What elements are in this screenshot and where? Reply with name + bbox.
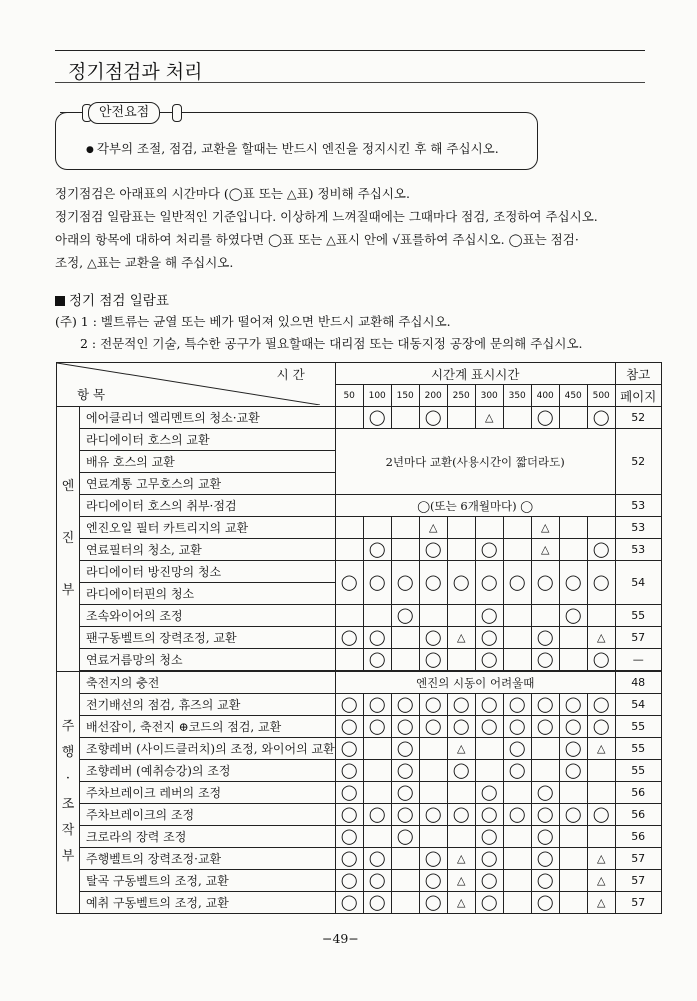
schedule-cell: △ bbox=[447, 892, 475, 914]
schedule-cell: ◯ bbox=[419, 539, 447, 561]
item-label: 연료필터의 청소, 교환 bbox=[80, 539, 336, 561]
schedule-cell bbox=[419, 760, 447, 782]
section-title bbox=[55, 289, 169, 309]
hour-header-cell: 300 bbox=[475, 385, 503, 407]
schedule-cell bbox=[503, 649, 531, 672]
schedule-cell: ◯ bbox=[475, 892, 503, 914]
ref-page-cell: 56 bbox=[615, 826, 661, 848]
header-item-label: 항 목 bbox=[77, 387, 106, 402]
schedule-cell: ◯ bbox=[419, 870, 447, 892]
span-note: 엔진의 시동이 어려울때 bbox=[335, 671, 615, 694]
schedule-cell: ◯ bbox=[559, 694, 587, 716]
ref-page-cell: 55 bbox=[615, 738, 661, 760]
schedule-cell: ◯ bbox=[363, 649, 391, 672]
item-label: 탈곡 구동벨트의 조정, 교환 bbox=[80, 870, 336, 892]
item-label: 예취 구동벨트의 조정, 교환 bbox=[80, 892, 336, 914]
table-row bbox=[57, 804, 662, 826]
table-row bbox=[57, 760, 662, 782]
page-title: 정기점검과 처리 bbox=[68, 61, 203, 83]
schedule-cell: ◯ bbox=[531, 627, 559, 649]
schedule-cell: ◯ bbox=[587, 561, 615, 605]
schedule-cell bbox=[503, 605, 531, 627]
schedule-cell: ◯ bbox=[391, 738, 419, 760]
bullet-icon: ● bbox=[86, 145, 94, 155]
schedule-cell: ◯ bbox=[335, 782, 363, 804]
schedule-cell bbox=[391, 627, 419, 649]
ref-page-cell: 52 bbox=[615, 407, 661, 429]
ref-page-cell: 55 bbox=[615, 760, 661, 782]
schedule-cell bbox=[587, 826, 615, 848]
schedule-cell bbox=[559, 627, 587, 649]
intro-line-4: 조정, △표는 교환을 해 주십시오. bbox=[55, 255, 234, 270]
schedule-cell: ◯ bbox=[559, 760, 587, 782]
hour-header-cell: 350 bbox=[503, 385, 531, 407]
schedule-cell bbox=[363, 738, 391, 760]
schedule-cell: △ bbox=[531, 517, 559, 539]
note-2: 2 : 전문적인 기술, 특수한 공구가 필요할때는 대리점 또는 대동지정 공장에 문의해 주십시오. bbox=[80, 336, 583, 351]
schedule-cell bbox=[391, 848, 419, 870]
schedule-cell bbox=[503, 539, 531, 561]
schedule-cell: ◯ bbox=[531, 782, 559, 804]
schedule-cell: ◯ bbox=[447, 716, 475, 738]
schedule-cell: ◯ bbox=[419, 892, 447, 914]
schedule-cell bbox=[531, 605, 559, 627]
schedule-cell: ◯ bbox=[503, 804, 531, 826]
item-label: 라디에이터 호스의 교환 bbox=[80, 429, 336, 451]
schedule-cell: ◯ bbox=[447, 694, 475, 716]
schedule-cell: ◯ bbox=[531, 561, 559, 605]
schedule-cell: ◯ bbox=[531, 848, 559, 870]
schedule-cell: ◯ bbox=[335, 716, 363, 738]
schedule-cell bbox=[587, 517, 615, 539]
schedule-cell: ◯ bbox=[391, 782, 419, 804]
item-label: 팬구동벨트의 장력조정, 교환 bbox=[80, 627, 336, 649]
schedule-cell: ◯ bbox=[335, 760, 363, 782]
item-label: 크로라의 장력 조정 bbox=[80, 826, 336, 848]
schedule-cell bbox=[391, 870, 419, 892]
section-title-text: 정기 점검 일람표 bbox=[69, 293, 169, 309]
item-label: 라디에이터 호스의 취부·점검 bbox=[80, 495, 336, 517]
schedule-cell: ◯ bbox=[475, 539, 503, 561]
schedule-cell: ◯ bbox=[419, 649, 447, 672]
square-bullet-icon bbox=[55, 296, 65, 306]
schedule-cell: ◯ bbox=[503, 561, 531, 605]
schedule-cell: △ bbox=[587, 738, 615, 760]
intro-line-2: 정기점검 일람표는 일반적인 기준입니다. 이상하게 느껴질때에는 그때마다 점검, 조정하여 주십시오. bbox=[55, 209, 598, 224]
schedule-cell: ◯ bbox=[475, 826, 503, 848]
schedule-cell bbox=[335, 517, 363, 539]
schedule-cell: ◯ bbox=[391, 605, 419, 627]
ref-page-cell: 55 bbox=[615, 716, 661, 738]
schedule-cell bbox=[503, 627, 531, 649]
schedule-cell bbox=[531, 738, 559, 760]
schedule-cell bbox=[391, 517, 419, 539]
table-row bbox=[57, 627, 662, 649]
schedule-cell bbox=[475, 517, 503, 539]
item-label: 라디에이터 방진망의 청소 bbox=[80, 561, 336, 583]
item-label: 조속와이어의 조정 bbox=[80, 605, 336, 627]
schedule-cell bbox=[475, 738, 503, 760]
schedule-cell: ◯ bbox=[475, 605, 503, 627]
span-note: 2년마다 교환(사용시간이 짧더라도) bbox=[335, 429, 615, 495]
page-number: −49− bbox=[322, 931, 359, 946]
schedule-cell bbox=[559, 517, 587, 539]
schedule-cell: ◯ bbox=[531, 892, 559, 914]
schedule-cell: △ bbox=[531, 539, 559, 561]
schedule-cell bbox=[363, 782, 391, 804]
ref-page-cell: 53 bbox=[615, 517, 661, 539]
table-row bbox=[57, 517, 662, 539]
ref-page-cell: 48 bbox=[615, 671, 661, 694]
item-label: 전기배선의 점검, 휴즈의 교환 bbox=[80, 694, 336, 716]
schedule-cell: ◯ bbox=[363, 627, 391, 649]
ref-page-cell: 57 bbox=[615, 848, 661, 870]
safety-tag-line bbox=[60, 112, 80, 113]
item-label: 축전지의 충전 bbox=[80, 671, 336, 694]
schedule-cell: ◯ bbox=[419, 627, 447, 649]
intro-line-1: 정기점검은 아래표의 시간마다 (◯표 또는 △표) 정비해 주십시오. bbox=[55, 186, 410, 201]
schedule-cell bbox=[559, 848, 587, 870]
table-row bbox=[57, 848, 662, 870]
item-label: 에어클리너 엘리멘트의 청소·교환 bbox=[80, 407, 336, 429]
ref-page-cell: 53 bbox=[615, 539, 661, 561]
item-label: 엔진오일 필터 카트리지의 교환 bbox=[80, 517, 336, 539]
table-row bbox=[57, 826, 662, 848]
schedule-cell: ◯ bbox=[559, 738, 587, 760]
schedule-cell: ◯ bbox=[559, 561, 587, 605]
table-row bbox=[57, 495, 662, 517]
schedule-cell: ◯ bbox=[447, 561, 475, 605]
hour-header-cell: 250 bbox=[447, 385, 475, 407]
schedule-cell: ◯ bbox=[531, 826, 559, 848]
ref-page-cell: — bbox=[615, 649, 661, 672]
table-row bbox=[57, 605, 662, 627]
table-row bbox=[57, 539, 662, 561]
schedule-cell bbox=[503, 826, 531, 848]
schedule-cell: ◯ bbox=[419, 804, 447, 826]
schedule-cell: △ bbox=[587, 870, 615, 892]
hour-header-cell: 150 bbox=[391, 385, 419, 407]
schedule-cell: ◯ bbox=[363, 561, 391, 605]
item-label: 라디에이터핀의 청소 bbox=[80, 583, 336, 605]
schedule-cell bbox=[419, 826, 447, 848]
item-label: 연료계통 고무호스의 교환 bbox=[80, 473, 336, 495]
schedule-cell: ◯ bbox=[363, 539, 391, 561]
schedule-cell bbox=[391, 407, 419, 429]
table-row bbox=[57, 870, 662, 892]
schedule-cell bbox=[447, 649, 475, 672]
schedule-cell bbox=[335, 605, 363, 627]
schedule-cell: ◯ bbox=[391, 826, 419, 848]
schedule-cell: △ bbox=[587, 892, 615, 914]
schedule-cell: ◯ bbox=[559, 716, 587, 738]
schedule-cell bbox=[503, 870, 531, 892]
ref-page-cell: 57 bbox=[615, 627, 661, 649]
schedule-cell: ◯ bbox=[475, 716, 503, 738]
schedule-cell bbox=[363, 517, 391, 539]
schedule-cell bbox=[587, 782, 615, 804]
schedule-cell: ◯ bbox=[363, 716, 391, 738]
schedule-cell bbox=[447, 517, 475, 539]
schedule-cell: ◯ bbox=[391, 716, 419, 738]
span-note: ◯(또는 6개월마다) ◯ bbox=[335, 495, 615, 517]
schedule-cell: ◯ bbox=[447, 760, 475, 782]
schedule-cell: ◯ bbox=[531, 407, 559, 429]
schedule-cell bbox=[447, 782, 475, 804]
schedule-cell: ◯ bbox=[419, 848, 447, 870]
schedule-cell: ◯ bbox=[475, 561, 503, 605]
schedule-cell bbox=[503, 848, 531, 870]
intro-line-3: 아래의 항목에 대하여 처리를 하였다면 ◯표 또는 △표시 안에 √표를하여 주십시오. ◯표는 점검· bbox=[55, 232, 579, 247]
group-label-engine: 엔 진 부 bbox=[57, 407, 80, 672]
schedule-cell bbox=[503, 517, 531, 539]
item-label: 조향레버 (예취승강)의 조정 bbox=[80, 760, 336, 782]
table-row bbox=[57, 694, 662, 716]
schedule-cell bbox=[419, 605, 447, 627]
hour-header-cell: 400 bbox=[531, 385, 559, 407]
header-ref-label-1: 참고 bbox=[615, 363, 661, 385]
schedule-cell: ◯ bbox=[531, 716, 559, 738]
schedule-cell bbox=[335, 539, 363, 561]
schedule-cell: ◯ bbox=[391, 561, 419, 605]
schedule-cell: ◯ bbox=[419, 694, 447, 716]
hour-header-cell: 450 bbox=[559, 385, 587, 407]
safety-tag-right-cap bbox=[172, 104, 182, 122]
ref-page-cell: 56 bbox=[615, 782, 661, 804]
safety-tag: 안전요점 bbox=[88, 102, 160, 124]
schedule-cell bbox=[363, 605, 391, 627]
schedule-cell: ◯ bbox=[391, 760, 419, 782]
schedule-cell: ◯ bbox=[335, 561, 363, 605]
hour-header-cell: 200 bbox=[419, 385, 447, 407]
schedule-cell: ◯ bbox=[503, 760, 531, 782]
schedule-cell: ◯ bbox=[363, 892, 391, 914]
table-row bbox=[57, 561, 662, 583]
schedule-cell bbox=[363, 760, 391, 782]
ref-page-cell: 57 bbox=[615, 892, 661, 914]
ref-page-cell: 54 bbox=[615, 694, 661, 716]
schedule-cell: ◯ bbox=[475, 694, 503, 716]
schedule-cell bbox=[559, 892, 587, 914]
schedule-cell bbox=[559, 826, 587, 848]
item-label: 배유 호스의 교환 bbox=[80, 451, 336, 473]
table-row bbox=[57, 429, 662, 451]
schedule-cell: ◯ bbox=[531, 694, 559, 716]
schedule-cell: ◯ bbox=[503, 694, 531, 716]
table-row bbox=[57, 649, 662, 672]
hour-header-cell: 50 bbox=[335, 385, 363, 407]
schedule-cell: ◯ bbox=[531, 870, 559, 892]
schedule-cell: △ bbox=[475, 407, 503, 429]
schedule-cell: ◯ bbox=[335, 892, 363, 914]
schedule-cell: ◯ bbox=[419, 716, 447, 738]
schedule-cell: △ bbox=[419, 517, 447, 539]
schedule-cell: ◯ bbox=[335, 870, 363, 892]
schedule-cell bbox=[419, 738, 447, 760]
schedule-cell bbox=[531, 760, 559, 782]
title-underline bbox=[55, 82, 645, 83]
header-meter-label: 시간계 표시시간 bbox=[335, 363, 615, 385]
table-row bbox=[57, 716, 662, 738]
schedule-cell: ◯ bbox=[363, 848, 391, 870]
schedule-cell bbox=[447, 407, 475, 429]
schedule-cell: ◯ bbox=[587, 407, 615, 429]
schedule-cell: ◯ bbox=[363, 407, 391, 429]
title-top-rule bbox=[55, 50, 645, 51]
schedule-cell: △ bbox=[447, 738, 475, 760]
schedule-cell: ◯ bbox=[391, 804, 419, 826]
schedule-cell bbox=[391, 539, 419, 561]
item-label: 조향레버 (사이드클러치)의 조정, 와이어의 교환 bbox=[80, 738, 336, 760]
schedule-cell bbox=[503, 782, 531, 804]
safety-text-body: 각부의 조절, 점검, 교환을 할때는 반드시 엔진을 정지시킨 후 해 주십시오. bbox=[96, 141, 499, 156]
schedule-cell bbox=[503, 892, 531, 914]
hour-header-cell: 500 bbox=[587, 385, 615, 407]
schedule-cell: ◯ bbox=[363, 694, 391, 716]
group-label-drive: 주 행 · 조 작 부 bbox=[57, 671, 80, 914]
item-label: 주차브레이크의 조정 bbox=[80, 804, 336, 826]
schedule-cell: ◯ bbox=[587, 694, 615, 716]
ref-page-cell: 56 bbox=[615, 804, 661, 826]
schedule-cell bbox=[475, 760, 503, 782]
schedule-cell: ◯ bbox=[475, 649, 503, 672]
schedule-cell: ◯ bbox=[419, 561, 447, 605]
schedule-cell: ◯ bbox=[335, 804, 363, 826]
schedule-cell bbox=[335, 649, 363, 672]
ref-page-cell: 57 bbox=[615, 870, 661, 892]
item-label: 배선잡이, 축전지 ⊕코드의 점검, 교환 bbox=[80, 716, 336, 738]
schedule-cell bbox=[447, 605, 475, 627]
schedule-cell bbox=[447, 826, 475, 848]
schedule-cell: ◯ bbox=[531, 649, 559, 672]
schedule-cell: ◯ bbox=[475, 804, 503, 826]
schedule-cell: ◯ bbox=[475, 627, 503, 649]
schedule-cell: ◯ bbox=[419, 407, 447, 429]
schedule-cell: ◯ bbox=[335, 848, 363, 870]
header-diagonal-cell bbox=[57, 363, 336, 407]
schedule-cell: ◯ bbox=[475, 870, 503, 892]
schedule-cell: ◯ bbox=[503, 738, 531, 760]
schedule-cell: ◯ bbox=[363, 804, 391, 826]
ref-page-cell: 54 bbox=[615, 561, 661, 605]
schedule-cell bbox=[391, 892, 419, 914]
schedule-cell bbox=[447, 539, 475, 561]
schedule-cell: ◯ bbox=[335, 826, 363, 848]
schedule-cell: ◯ bbox=[475, 782, 503, 804]
schedule-cell: △ bbox=[447, 627, 475, 649]
schedule-cell: △ bbox=[447, 870, 475, 892]
schedule-cell: ◯ bbox=[475, 848, 503, 870]
safety-text bbox=[86, 139, 499, 157]
schedule-cell: ◯ bbox=[587, 649, 615, 672]
table-row bbox=[57, 407, 662, 429]
schedule-cell: △ bbox=[587, 848, 615, 870]
schedule-cell: ◯ bbox=[335, 738, 363, 760]
table-row bbox=[57, 892, 662, 914]
schedule-cell bbox=[587, 760, 615, 782]
hour-header-cell: 100 bbox=[363, 385, 391, 407]
schedule-cell bbox=[559, 649, 587, 672]
schedule-cell: ◯ bbox=[587, 716, 615, 738]
schedule-cell bbox=[419, 782, 447, 804]
schedule-cell: ◯ bbox=[363, 870, 391, 892]
schedule-cell: ◯ bbox=[559, 804, 587, 826]
schedule-cell bbox=[335, 407, 363, 429]
item-label: 주행벨트의 장력조정·교환 bbox=[80, 848, 336, 870]
schedule-cell: ◯ bbox=[447, 804, 475, 826]
table-row bbox=[57, 671, 662, 694]
schedule-cell bbox=[587, 605, 615, 627]
schedule-cell bbox=[559, 870, 587, 892]
schedule-cell: ◯ bbox=[335, 694, 363, 716]
schedule-cell bbox=[503, 407, 531, 429]
schedule-cell: △ bbox=[447, 848, 475, 870]
ref-page-cell: 52 bbox=[615, 429, 661, 495]
item-label: 연료거름망의 청소 bbox=[80, 649, 336, 672]
schedule-cell bbox=[559, 407, 587, 429]
schedule-cell: △ bbox=[587, 627, 615, 649]
schedule-cell: ◯ bbox=[503, 716, 531, 738]
item-label: 주차브레이크 레버의 조정 bbox=[80, 782, 336, 804]
schedule-cell bbox=[559, 782, 587, 804]
schedule-cell: ◯ bbox=[335, 627, 363, 649]
inspection-schedule-table bbox=[56, 362, 662, 914]
schedule-cell: ◯ bbox=[391, 694, 419, 716]
schedule-cell bbox=[363, 826, 391, 848]
note-1: (주) 1 : 벨트류는 균열 또는 베가 떨어져 있으면 반드시 교환해 주십시오. bbox=[55, 314, 451, 329]
table-row bbox=[57, 782, 662, 804]
schedule-cell: ◯ bbox=[587, 539, 615, 561]
ref-page-cell: 55 bbox=[615, 605, 661, 627]
header-ref-label-2: 페이지 bbox=[615, 385, 661, 407]
schedule-cell bbox=[559, 539, 587, 561]
table-row bbox=[57, 738, 662, 760]
schedule-cell: ◯ bbox=[587, 804, 615, 826]
schedule-cell: ◯ bbox=[559, 605, 587, 627]
ref-page-cell: 53 bbox=[615, 495, 661, 517]
schedule-cell bbox=[391, 649, 419, 672]
header-time-label: 시 간 bbox=[276, 367, 305, 382]
schedule-cell: ◯ bbox=[531, 804, 559, 826]
